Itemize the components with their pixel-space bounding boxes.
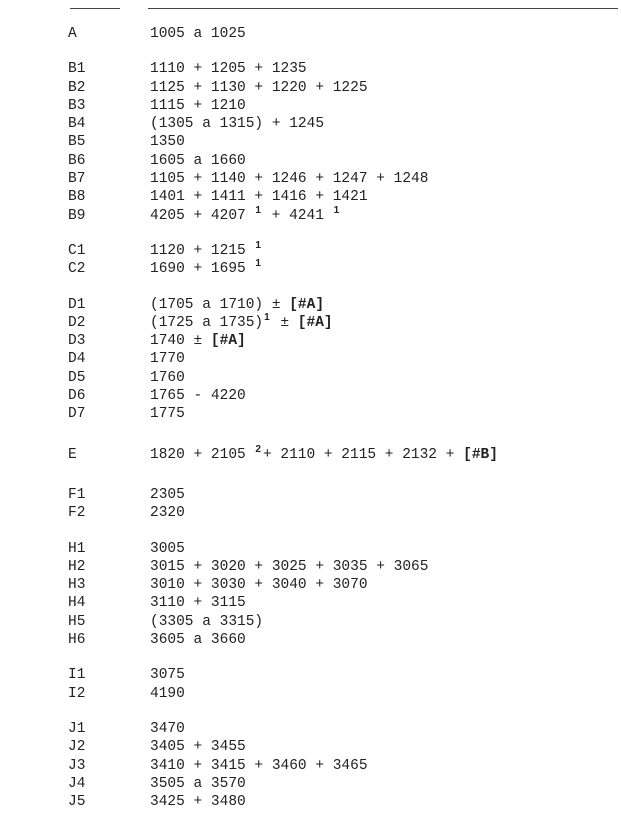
value-text: 3010 + 3030 + 3040 + 3070 [150,577,368,594]
row-code: D3 [68,333,86,350]
row-code: D6 [68,388,86,405]
value-text: 1005 a 1025 [150,26,246,42]
row-code: F1 [68,486,86,503]
value-text: 3505 a 3570 [150,775,246,792]
value-text: 1115 + 1210 [150,97,246,114]
table-row [0,97,621,115]
row-spacer [0,649,621,666]
row-code: B3 [68,97,86,114]
value-text: 1105 + 1140 + 1246 + 1247 + 1248 [150,171,429,188]
value-text: 3015 + 3020 + 3025 + 3035 + 3065 [150,558,429,575]
table-row [0,666,621,684]
value-text: 4190 [150,685,185,702]
value-text: 1605 a 1660 [150,152,246,169]
row-value [150,260,263,279]
row-value [150,594,246,612]
value-text: 3425 + 3480 [150,794,246,811]
row-value [150,350,185,368]
table-row [0,613,621,631]
row-value [150,204,341,226]
row-value [150,311,333,333]
row-code: B4 [68,116,86,133]
row-value [150,387,246,405]
table-row [0,60,621,78]
row-value [150,757,368,775]
table-row [0,540,621,558]
row-code: D7 [68,406,86,423]
table-row [0,405,621,423]
row-value [150,504,185,522]
row-code: H3 [68,577,86,594]
value-text: 1120 + 1215 [150,242,255,259]
value-text: 1690 + 1695 [150,261,255,278]
table-row [0,239,621,260]
table-row [0,332,621,350]
row-spacer [0,523,621,540]
row-value [150,540,185,558]
row-value [150,486,185,504]
row-value [150,133,185,151]
row-code: E [68,446,77,463]
row-value [150,738,246,756]
reference-tag: [#A] [210,333,246,350]
table-row [0,757,621,775]
row-value [150,115,324,133]
row-code: H2 [68,558,86,575]
table-row [0,133,621,151]
table-row [0,25,621,43]
value-text: 1760 [150,369,185,386]
table-row [0,369,621,387]
table-row [0,504,621,522]
table-row [0,443,621,464]
row-value [150,97,246,115]
row-spacer [0,43,621,60]
row-code: B6 [68,152,86,169]
row-code: J5 [68,794,86,811]
row-code: J3 [68,757,86,774]
row-code: D1 [68,296,86,313]
table-row [0,188,621,206]
row-value [150,666,185,684]
value-text: 1765 - 4220 [150,388,246,405]
row-code: C2 [68,261,86,278]
row-value [150,613,263,631]
table-row [0,260,621,278]
value-text: 3005 [150,540,185,557]
value-text: 1770 [150,351,185,368]
row-code: F2 [68,505,86,522]
row-value [150,443,498,465]
row-code: H5 [68,613,86,630]
table-row [0,311,621,332]
footnote-marker: 1 [255,239,261,251]
header-rule-left [70,8,120,9]
row-value [150,188,368,206]
value-text: (1305 a 1315) + 1245 [150,116,325,133]
table-row [0,738,621,756]
value-text: 4205 + 4207 [150,207,255,224]
row-code: B7 [68,171,86,188]
reference-tag: [#A] [289,296,325,313]
value-text: 1350 [150,134,185,151]
row-code: A [68,26,77,42]
table-row [0,576,621,594]
value-text: 1125 + 1130 + 1220 + 1225 [150,79,368,96]
row-value [150,558,428,576]
value-text: 1110 + 1205 + 1235 [150,61,307,78]
value-text: 3470 [150,720,185,737]
footnote-marker: 2 [255,443,261,455]
value-text: (1725 a 1735) [150,314,264,331]
row-value [150,152,246,170]
row-code: J2 [68,739,86,756]
table-row [0,296,621,314]
row-spacer [0,424,621,446]
footnote-marker: 1 [333,204,340,216]
row-spacer [0,279,621,296]
value-text: 1401 + 1411 + 1416 + 1421 [150,189,368,206]
table-row [0,558,621,576]
table-row [0,594,621,612]
value-text: 3075 [150,667,185,684]
table-row [0,486,621,504]
row-code: J1 [68,720,86,737]
table-row [0,152,621,170]
row-value [150,170,428,188]
value-text: 2305 [150,486,185,503]
row-code: B9 [68,207,86,224]
row-value [150,793,246,811]
row-value [150,332,246,350]
row-code: H1 [68,540,86,557]
row-value [150,296,324,314]
row-code: I1 [68,667,86,684]
value-text: 3405 + 3455 [150,739,246,756]
row-code: B2 [68,79,86,96]
table-row [0,775,621,793]
value-text: 3605 a 3660 [150,632,246,649]
table-row [0,631,621,649]
value-text: (1705 a 1710) ± [150,296,290,313]
table-row [0,685,621,703]
row-spacer [0,225,621,242]
table-row [0,350,621,368]
table-row [0,79,621,97]
row-code: D4 [68,351,86,368]
row-code: B1 [68,61,86,78]
value-text: (3305 a 3315) [150,613,264,630]
reference-tag: [#B] [463,446,498,463]
row-value [150,775,246,793]
value-text: 1820 + 2105 [150,446,255,463]
row-value [150,25,246,43]
row-code: J4 [68,775,86,792]
code-mapping-table [0,25,621,811]
value-text: 2320 [150,505,185,522]
row-spacer [0,464,621,486]
row-value [150,79,368,97]
row-code: I2 [68,685,86,702]
row-value [150,405,185,423]
table-row [0,115,621,133]
row-code: H4 [68,595,86,612]
row-value [150,576,368,594]
row-code: B5 [68,134,86,151]
reference-tag: [#A] [297,314,333,331]
row-code: D2 [68,314,86,331]
table-row [0,387,621,405]
footnote-marker: 1 [255,204,261,216]
value-text: 3410 + 3415 + 3460 + 3465 [150,757,368,774]
value-text: + 4241 [262,207,333,224]
value-text: 1740 ± [150,333,211,350]
row-value [150,60,307,78]
row-spacer [0,703,621,720]
table-row [0,170,621,188]
value-text: + 2110 + 2115 + 2132 + [262,446,464,463]
row-value [150,720,185,738]
table-row [0,720,621,738]
table-row [0,204,621,225]
footnote-marker: 1 [255,258,261,270]
row-value [150,369,185,387]
row-code: D5 [68,369,86,386]
footnote-marker: 1 [264,311,270,323]
table-row [0,793,621,811]
row-value [150,631,246,649]
row-value [150,685,185,703]
row-code: B8 [68,189,86,206]
row-code: C1 [68,242,86,259]
value-text: 3110 + 3115 [150,595,246,612]
value-text: 1775 [150,406,185,423]
row-value [150,239,263,261]
row-code: H6 [68,632,86,649]
value-text: ± [271,314,298,331]
header-rule-right [148,8,618,9]
